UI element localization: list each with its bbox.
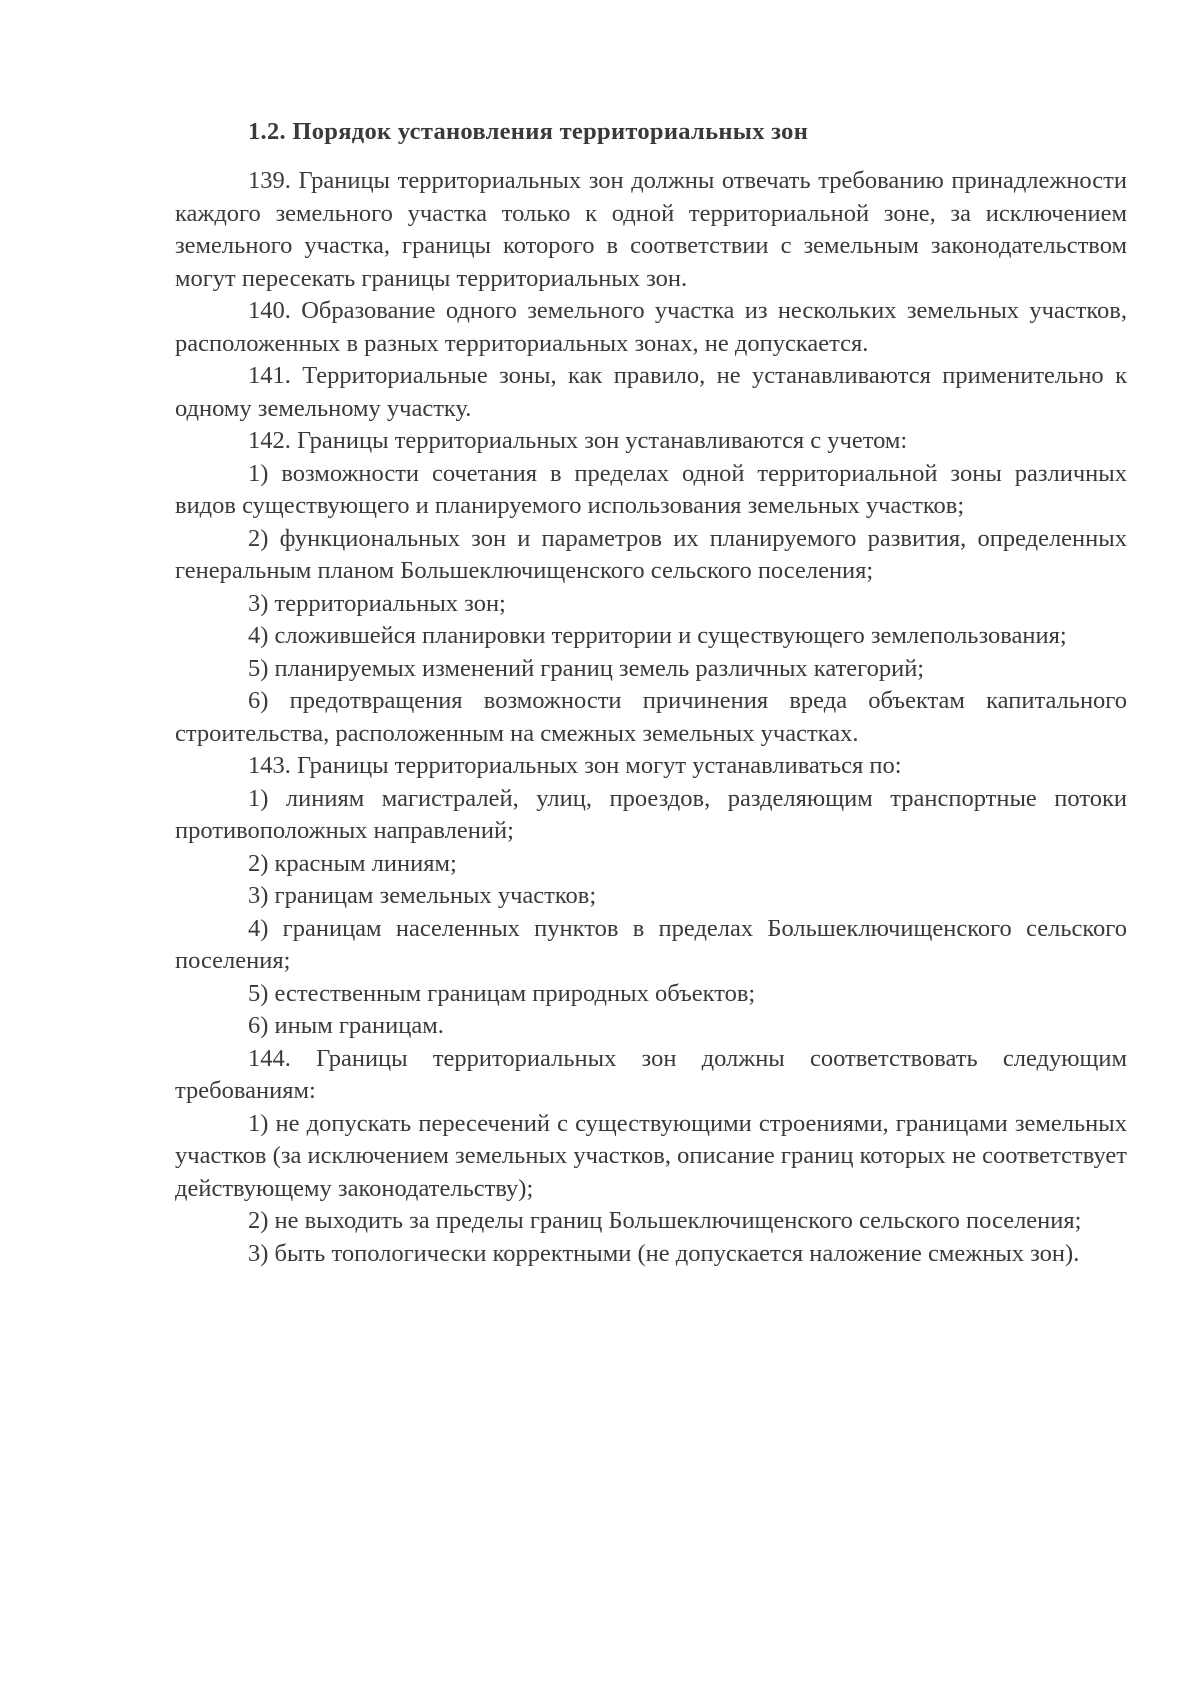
- list-item-144-3: 3) быть топологически корректными (не допускается наложение смежных зон).: [248, 1239, 1080, 1267]
- list-item-142-2: 2) функциональных зон и параметров их планируемого развития, определенных генеральным планом Большеключищенского сельского поселения;: [175, 524, 1127, 584]
- document-page: [175, 112, 1127, 1270]
- list-item-143-6: 6) иным границам.: [248, 1012, 444, 1039]
- list-item-142-6: 6) предотвращения возможности причинения вреда объектам капитального строительства, расположенным на смежных земельных участках.: [175, 687, 1127, 747]
- paragraph-141: 141. Территориальные зоны, как правило, не устанавливаются применительно к одному земельному участку.: [175, 362, 1127, 422]
- paragraph-140: 140. Образование одного земельного участка из нескольких земельных участков, расположенных в разных территориальных зонах, не допускается.: [175, 297, 1127, 357]
- list-item-143-3: 3) границам земельных участков;: [248, 882, 597, 909]
- list-item-143-4: 4) границам населенных пунктов в пределах Большеключищенского сельского поселения;: [175, 914, 1127, 974]
- paragraph-143: 143. Границы территориальных зон могут устанавливаться по:: [248, 752, 902, 779]
- list-item-143-1: 1) линиям магистралей, улиц, проездов, разделяющим транспортные потоки противоположных направлений;: [175, 784, 1127, 844]
- list-item-144-2: 2) не выходить за пределы границ Большеключищенского сельского поселения;: [248, 1207, 1082, 1234]
- list-item-142-3: 3) территориальных зон;: [248, 589, 506, 617]
- paragraph-144: 144. Границы территориальных зон должны соответствовать следующим требованиям:: [175, 1044, 1127, 1104]
- paragraph-139: 139. Границы территориальных зон должны отвечать требованию принадлежности каждого земельного участка только к одной территориальной зоне, за исключением земельного участка, границы которого в соответствии с земельным законодательством могут пересекать границы территориальных зон.: [175, 167, 1127, 292]
- list-item-143-5: 5) естественным границам природных объектов;: [248, 979, 756, 1007]
- list-item-143-2: 2) красным линиям;: [248, 849, 457, 877]
- section-body: [175, 165, 1127, 1270]
- list-item-142-1: 1) возможности сочетания в пределах одной территориальной зоны различных видов существующего и планируемого использования земельных участков;: [175, 459, 1127, 519]
- paragraph-142: 142. Границы территориальных зон устанавливаются с учетом:: [248, 427, 908, 454]
- list-item-142-4: 4) сложившейся планировки территории и существующего землепользования;: [248, 622, 1067, 649]
- section-heading: 1.2. Порядок установления территориальных зон: [248, 118, 809, 145]
- list-item-142-5: 5) планируемых изменений границ земель различных категорий;: [248, 654, 925, 682]
- list-item-144-1: 1) не допускать пересечений с существующими строениями, границами земельных участков (за исключением земельных участков, описание границ которых не соответствует действующему законодательству);: [175, 1109, 1127, 1202]
